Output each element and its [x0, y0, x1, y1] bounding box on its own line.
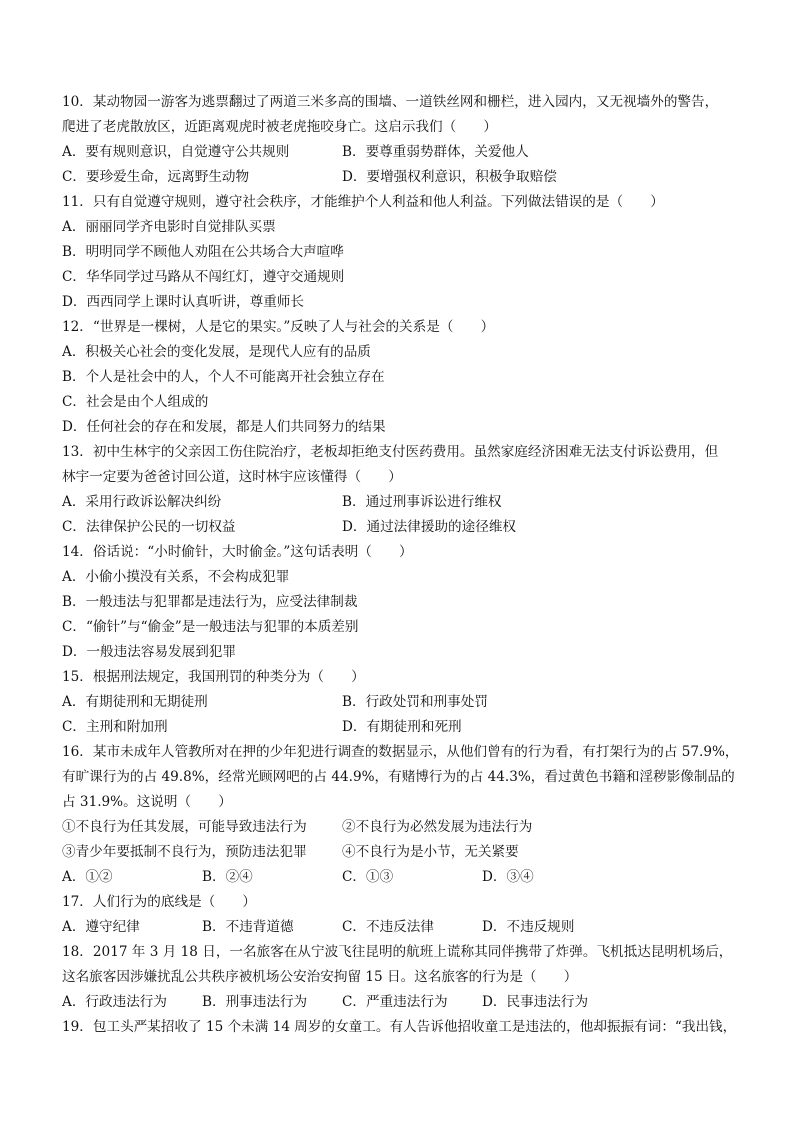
- question-13-option-d[interactable]: D．通过法律援助的途径维权: [342, 519, 517, 535]
- question-18-stem-line-1: 18．2017 年 3 月 18 日，一名旅客在从宁波飞往昆明的航班上谎称其同伴携带了炸弹。飞机抵达昆明机场后，: [62, 944, 733, 960]
- question-13-stem-line-2: 林宇一定要为爸爸讨回公道，这时林宇应该懂得（ ）: [62, 469, 402, 485]
- question-16-option-b[interactable]: B．②④: [202, 869, 253, 885]
- question-17-option-b[interactable]: B．不违背道德: [202, 919, 294, 935]
- question-15-options-row-2: [62, 715, 752, 740]
- question-14-option-a[interactable]: A．小偷小摸没有关系，不会构成犯罪: [62, 569, 290, 585]
- question-13-option-a[interactable]: A．采用行政诉讼解决纠纷: [62, 494, 222, 510]
- question-14-option-d[interactable]: D．一般违法容易发展到犯罪: [62, 644, 237, 660]
- question-16-statement-3: ③青少年要抵制不良行为，预防违法犯罪: [62, 844, 307, 860]
- question-10-option-d[interactable]: D．要增强权利意识，积极争取赔偿: [342, 169, 557, 185]
- question-16-option-a[interactable]: A．①②: [62, 869, 113, 885]
- question-16-stem-line-2: 有旷课行为的占 49.8%，经常光顾网吧的占 44.9%，有赌博行为的占 44.3%，看过黄色书籍和淫秽影像制品的: [62, 769, 735, 785]
- question-16-stem-line-1: 16．某市未成年人管教所对在押的少年犯进行调查的数据显示，从他们曾有的行为看，有打架行为的占 57.9%，: [62, 744, 739, 760]
- question-12-option-b[interactable]: B．个人是社会中的人，个人不可能离开社会独立存在: [62, 369, 385, 385]
- question-10-options-row-1: [62, 140, 752, 165]
- question-16-statements-row-1: [62, 815, 752, 840]
- question-16-statement-1: ①不良行为任其发展，可能导致违法行为: [62, 819, 307, 835]
- question-15-option-c[interactable]: C．主刑和附加刑: [62, 719, 168, 735]
- question-11-option-a[interactable]: A．丽丽同学齐电影时自觉排队买票: [62, 219, 276, 235]
- question-15-stem: 15．根据刑法规定，我国刑罚的种类分为（ ）: [62, 669, 365, 685]
- question-11-option-c[interactable]: C．华华同学过马路从不闯红灯，遵守交通规则: [62, 269, 345, 285]
- question-12-option-a[interactable]: A．积极关心社会的变化发展，是现代人应有的品质: [62, 344, 371, 360]
- question-16-options-row: [62, 865, 752, 890]
- question-15-option-d[interactable]: D．有期徒刑和死刑: [342, 719, 462, 735]
- question-16-statements-row-2: [62, 840, 752, 865]
- question-10-stem-line-2: 爬进了老虎散放区，近距离观虎时被老虎拖咬身亡。这启示我们（ ）: [62, 119, 497, 135]
- question-13-option-c[interactable]: C．法律保护公民的一切权益: [62, 519, 236, 535]
- exam-page: [62, 90, 752, 1040]
- question-18-option-d[interactable]: D．民事违法行为: [482, 994, 589, 1010]
- question-14-option-b[interactable]: B．一般违法与犯罪都是违法行为，应受法律制裁: [62, 594, 358, 610]
- question-12-stem: 12．“世界是一棵树，人是它的果实。”反映了人与社会的关系是（ ）: [62, 319, 495, 335]
- question-13-stem-line-1: 13．初中生林宇的父亲因工伤住院治疗，老板却拒绝支付医药费用。虽然家庭经济困难无法支付诉讼费用，但: [62, 444, 719, 460]
- question-10-options-row-2: [62, 165, 752, 190]
- question-15-options-row-1: [62, 690, 752, 715]
- question-12-option-d[interactable]: D．任何社会的存在和发展，都是人们共同努力的结果: [62, 419, 386, 435]
- question-10-stem-line-1: 10．某动物园一游客为逃票翻过了两道三米多高的围墙、一道铁丝网和栅栏，进入园内，又无视墙外的警告，: [62, 94, 719, 110]
- question-11-option-b[interactable]: B．明明同学不顾他人劝阻在公共场合大声喧哗: [62, 244, 344, 260]
- question-17-options-row: [62, 915, 752, 940]
- question-14-option-c[interactable]: C．“偷针”与“偷金”是一般违法与犯罪的本质差别: [62, 619, 359, 635]
- question-17-option-c[interactable]: C．不违反法律: [342, 919, 434, 935]
- question-11-stem: 11．只有自觉遵守规则，遵守社会秩序，才能维护个人利益和他人利益。下列做法错误的是（ ）: [62, 194, 664, 210]
- question-18-stem-line-2: 这名旅客因涉嫌扰乱公共秩序被机场公安治安拘留 15 日。这名旅客的行为是（ ）: [62, 969, 578, 985]
- question-17-stem: 17．人们行为的底线是（ ）: [62, 894, 257, 910]
- question-15-option-a[interactable]: A．有期徒刑和无期徒刑: [62, 694, 208, 710]
- question-10-option-c[interactable]: C．要珍爱生命，远离野生动物: [62, 169, 250, 185]
- question-18-option-c[interactable]: C．严重违法行为: [342, 994, 448, 1010]
- question-13-options-row-1: [62, 490, 752, 515]
- question-13-option-b[interactable]: B．通过刑事诉讼进行维权: [342, 494, 502, 510]
- question-16-statement-2: ②不良行为必然发展为违法行为: [342, 819, 533, 835]
- question-14-stem: 14．俗话说：“小时偷针，大时偷金。”这句话表明（ ）: [62, 544, 413, 560]
- question-16-option-d[interactable]: D．③④: [482, 869, 534, 885]
- question-18-options-row: [62, 990, 752, 1015]
- question-16-statement-4: ④不良行为是小节，无关紧要: [342, 844, 519, 860]
- question-10-option-b[interactable]: B．要尊重弱势群体，关爱他人: [342, 144, 529, 160]
- question-17-option-a[interactable]: A．遵守纪律: [62, 919, 140, 935]
- question-16-stem-line-3: 占 31.9%。这说明（ ）: [62, 794, 232, 810]
- question-16-option-c[interactable]: C．①③: [342, 869, 394, 885]
- question-15-option-b[interactable]: B．行政处罚和刑事处罚: [342, 694, 488, 710]
- question-17-option-d[interactable]: D．不违反规则: [482, 919, 575, 935]
- question-11-option-d[interactable]: D．西西同学上课时认真听讲，尊重师长: [62, 294, 304, 310]
- question-19-stem: 19．包工头严某招收了 15 个未满 14 周岁的女童工。有人告诉他招收童工是违法的，他却振振有词：“我出钱，: [62, 1019, 737, 1035]
- question-18-option-a[interactable]: A．行政违法行为: [62, 994, 167, 1010]
- question-10-option-a[interactable]: A．要有规则意识，自觉遵守公共规则: [62, 144, 290, 160]
- question-13-options-row-2: [62, 515, 752, 540]
- question-12-option-c[interactable]: C．社会是由个人组成的: [62, 394, 209, 410]
- question-18-option-b[interactable]: B．刑事违法行为: [202, 994, 308, 1010]
